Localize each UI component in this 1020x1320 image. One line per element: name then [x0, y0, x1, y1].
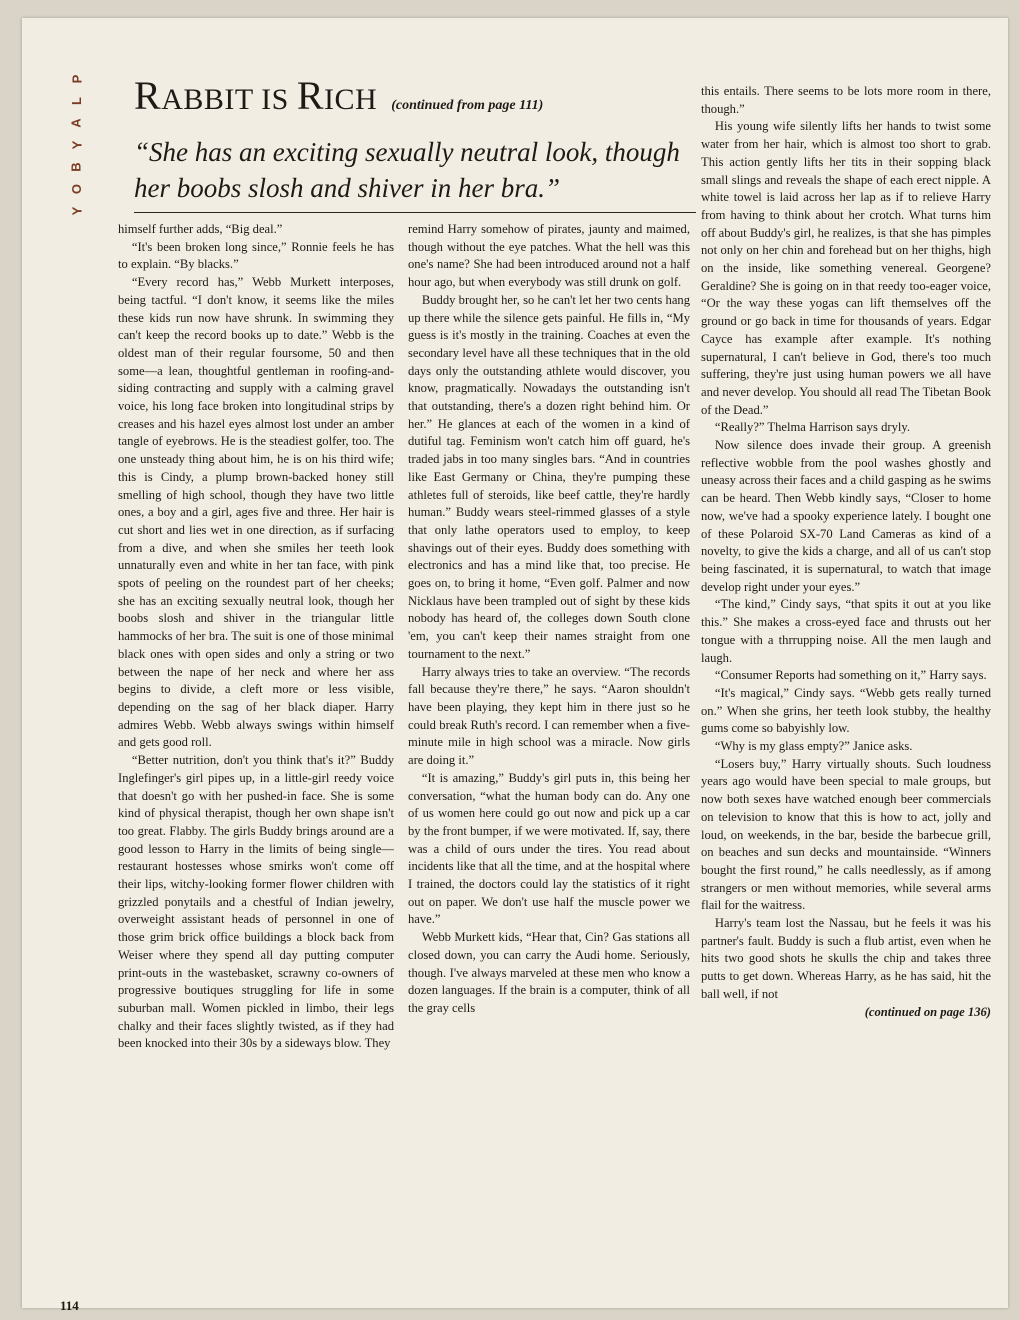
text-column-1	[118, 221, 394, 1053]
page-number: 114	[60, 1298, 79, 1313]
paragraph: “The kind,” Cindy says, “that spits it out at you like this.” She makes a cross-eyed face and thrusts out her tongue with a thrrupping noise. All the men laugh and laugh.	[701, 597, 991, 665]
paragraph: himself further adds, “Big deal.”	[118, 222, 283, 236]
paragraph: “Really?” Thelma Harrison says dryly.	[714, 420, 911, 435]
masthead-letter: Y	[68, 206, 84, 216]
masthead-letter: P	[68, 74, 84, 84]
paragraph: His young wife silently lifts her hands to twist some water from her hair, which is almost too short to grab. This action gently lifts her tits in their sopping black small slings and reveals the shape of each erect nipple. A white towel is laid across her lap as if to relieve Harry from having to think about her crotch. What turns him off about Buddy's girl, he realizes, is that she has pimples not only on her chin and forehead but on her thighs, high on the inside, like something venereal. Georgene? Geraldine? She is going on in that reedy too-eager voice, “Or the way these yogas can lift themselves off the ground or go back in time for thousands of years. Edgar Cayce has example after example. It's nothing supernatural, I can't believe in God, there's too much suffering, they're just using human powers we all have and never develop. You should all read The Tibetan Book of the Dead.”	[701, 119, 991, 417]
paragraph: “Better nutrition, don't you think that's it?” Buddy Inglefinger's girl pipes up, in a little-girl reedy voice that doesn't go with her pushed-in face. She is some kind of physical therapist, though her own shape isn't too great. Flabby. The girls Buddy brings around are a good lesson to Harry in the limits of being single—restaurant hostesses whose smirks won't come off their lips, witchy-looking former flower children with grizzled ponytails and a chestful of Indian jewelry, overweight assistant heads of personnel in one of those grim brick office buildings a block back from Weiser where they spend all day putting computer print-outs in the wastebasket, scrawny co-owners of progressive boutiques struggling for life in some suburban mall. Women pickled in limbo, their legs chalky and their faces slightly twisted, as if they had been knocked into their 30s by a sideways blow. They	[118, 753, 394, 1051]
paragraph: this entails. There seems to be lots more room in there, though.”	[701, 84, 991, 116]
paragraph: Webb Murkett kids, “Hear that, Cin? Gas stations all closed down, you can carry the Audi home. Seriously, though. I've always marveled at these men who know a dozen languages. If the brain is a computer, think of all the gray cells	[408, 930, 690, 1015]
masthead-letter: B	[68, 162, 84, 172]
paragraph: “It's magical,” Cindy says. “Webb gets really turned on.” When she grins, her teeth look stubby, the healthy gums come so babyishly low.	[701, 685, 991, 736]
paragraph: Now silence does invade their group. A greenish reflective wobble from the pool washes ghostly and uneasy across their faces and a child gasping as he swims can be heard. Then Webb kindly says, “Closer to home now, we've had a spooky experience lately. I bought one of these Polaroid SX-70 Land Cameras as kind of a novelty, to give the kids a charge, and all of us can't stop being fascinated, it is supernatural, to watch that image develop right under your eyes.”	[701, 438, 991, 594]
divider	[134, 212, 696, 213]
paragraph: “It is amazing,” Buddy's girl puts in, this being her conversation, “what the human body can do. Any one of us women here could go out now and pick up a car by the front bumper, if we were motivated. If, say, there was a child of ours under the tires. You read about incidents like that all the time, and at the hospital where I trained, the doctors could lay the statistics of it right out on paper. We don't use half the muscle power we have.”	[408, 770, 690, 927]
text-column-3	[701, 83, 991, 1021]
continued-on-note: (continued on page 136)	[864, 1004, 991, 1019]
paragraph: remind Harry somehow of pirates, jaunty and maimed, though without the eye patches. What the hell was this one's name? She had been introduced around not a half hour ago, but when everybody was still drunk on golf.	[408, 222, 690, 290]
magazine-page	[22, 18, 1008, 1313]
logo-initial: R	[134, 73, 162, 118]
logo-initial: R	[296, 73, 325, 118]
logo-text: ICH	[324, 83, 378, 116]
logo-text: ABBIT IS	[161, 83, 297, 116]
masthead-letter: A	[68, 118, 84, 128]
paragraph: “Losers buy,” Harry virtually shouts. Such loudness years ago would have been special to male groups, but now both sexes have watched enough beer commercials on television to know that this is how to act, jolly and loud, on weekends, in the bar, beside the barbecue grill, on beaches and sun decks and mountainside. “Winners bought the first round,” he calls needlessly, as if among strangers or men without memories, while several arms flail for the waitress.	[701, 756, 991, 913]
paragraph: Harry's team lost the Nassau, but he feels it was his partner's fault. Buddy is such a flub artist, even when he hits two good shots he skulls the chip and takes three putts to get down. Whereas Harry, as he has said, hit the ball well, if not	[701, 916, 991, 1001]
article-logo	[134, 72, 377, 119]
paragraph: Buddy brought her, so he can't let her two cents hang up there while the silence gets painful. He fills in, “My guess is it's mostly in the training. Coaches at even the secondary level have all these techniques that in the old days only the outstanding athlete would discover, you know, pragmatically. Nowadays the outstanding isn't that outstanding, there's a dozen right behind him. Or her.” He glances at each of the women in a kind of dutiful tag. Feminism won't catch him off guard, he's traded jabs in too many singles bars. “And in countries like East Germany or China, they're pumping these athletes full of steroids, like beef cattle, they're hardly human.” Buddy wears steel-rimmed glasses of a style that only lathe operators used to employ, to keep shavings out of their eyes. Buddy does something with electronics and has a mind like that, too precise. He goes on, to bring it home, “Even golf. Palmer and now Nicklaus have been trampled out of sight by these kids nobody has heard of, the colleges down South clone 'em, you can't keep their names straight from one tournament to the next.”	[408, 292, 690, 661]
text-column-2	[408, 221, 690, 1018]
continued-from-note: (continued from page 111)	[391, 98, 544, 113]
article-header	[134, 72, 543, 116]
playboy-masthead	[62, 68, 92, 238]
paragraph: “It's been broken long since,” Ronnie feels he has to explain. “By blacks.”	[118, 239, 394, 272]
paragraph: “Consumer Reports had something on it,” Harry says.	[714, 668, 987, 683]
masthead-letter: Y	[68, 140, 84, 150]
pull-quote: “She has an exciting sexually neutral look, though her boobs slosh and shiver in her bra.”	[134, 137, 680, 203]
masthead-letter: O	[69, 183, 84, 195]
paragraph: “Every record has,” Webb Murkett interposes, being tactful. “I don't know, it seems like the miles these kids run now have shrunk. In swimming they can't keep the record books up to date.” Webb is the oldest man of their regular foursome, 50 and then some—a lean, thoughtful gentleman in roofing-and-siding contracting and supply with a calming gravel voice, his long face broken into longitudinal strips by creases and his hazel eyes almost lost under an amber tangle of eyebrows. He is the steadiest golfer, too. The one unsteady thing about him, he is on his third wife; this is Cindy, a plump brown-backed honey still smelling of high school, though they have two little ones, a boy and a girl, ages five and three. Her hair is cut short and lies wet in one direction, as if surfacing from a dive, and when she smiles her teeth look unnaturally even and white in her tan face, with pink spots of peeling on the roundest part of her cheeks; she has an exciting sexually neutral look, though her boobs slosh and shiver in the triangular little hammocks of her bra. The suit is one of those minimal black ones with open sides and only a string or two between the nape of her neck and where her ass begins to divide, a cleft more or less visible, depending on the sag of her black diaper. Harry admires Webb. Webb always swings within himself and gets good roll.	[118, 275, 394, 750]
masthead-letter: L	[68, 97, 84, 105]
paragraph: Harry always tries to take an overview. “The records fall because they're there,” he says. “Aaron shouldn't have been playing, they kept him in there just so he could break Ruth's record. I can remember when a five-minute mile in high school was a miracle. Now girls are doing it.”	[408, 664, 690, 768]
paragraph: “Why is my glass empty?” Janice asks.	[714, 739, 913, 754]
